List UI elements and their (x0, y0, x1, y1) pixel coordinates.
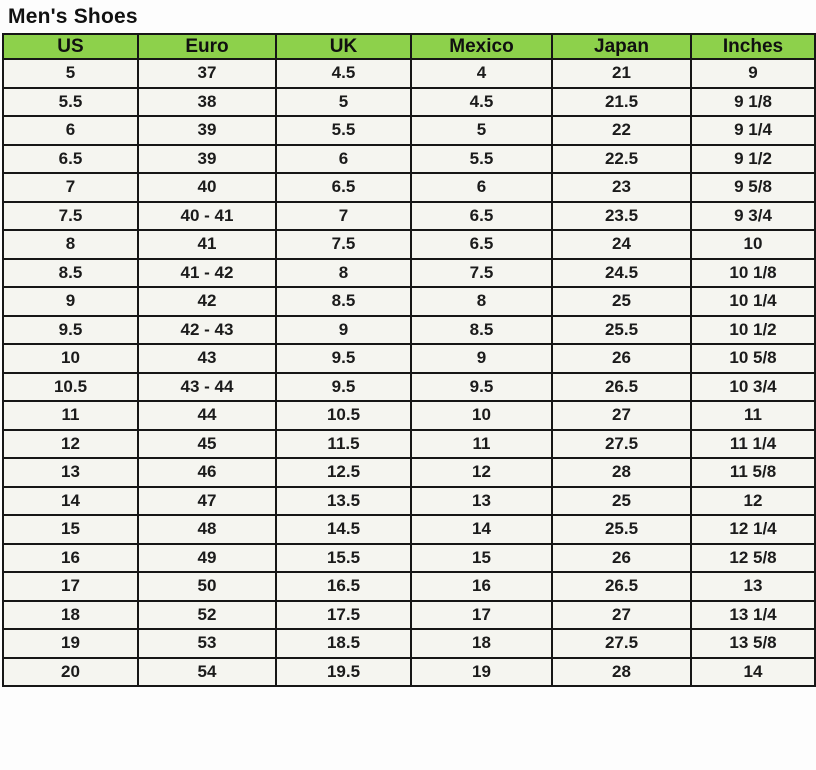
table-cell: 21 (552, 59, 691, 88)
table-cell: 49 (138, 544, 276, 573)
table-cell: 10 5/8 (691, 344, 815, 373)
table-cell: 9 (3, 287, 138, 316)
table-cell: 18 (411, 629, 552, 658)
table-row (3, 259, 815, 288)
column-header-us: US (3, 34, 138, 59)
table-cell: 9 5/8 (691, 173, 815, 202)
table-cell: 14 (691, 658, 815, 687)
table-cell: 26.5 (552, 572, 691, 601)
column-header-uk: UK (276, 34, 411, 59)
table-row (3, 658, 815, 687)
table-cell: 11 5/8 (691, 458, 815, 487)
table-cell: 27 (552, 401, 691, 430)
table-row (3, 145, 815, 174)
table-cell: 11.5 (276, 430, 411, 459)
table-cell: 4.5 (276, 59, 411, 88)
table-cell: 18 (3, 601, 138, 630)
table-cell: 41 - 42 (138, 259, 276, 288)
table-cell: 21.5 (552, 88, 691, 117)
table-cell: 10.5 (276, 401, 411, 430)
table-cell: 15.5 (276, 544, 411, 573)
table-cell: 27 (552, 601, 691, 630)
table-cell: 11 (3, 401, 138, 430)
table-cell: 9 1/8 (691, 88, 815, 117)
table-cell: 12.5 (276, 458, 411, 487)
table-cell: 42 (138, 287, 276, 316)
table-row (3, 430, 815, 459)
table-cell: 7.5 (3, 202, 138, 231)
table-cell: 23 (552, 173, 691, 202)
table-cell: 6 (411, 173, 552, 202)
table-cell: 13 (3, 458, 138, 487)
table-row (3, 458, 815, 487)
table-cell: 28 (552, 658, 691, 687)
table-cell: 40 - 41 (138, 202, 276, 231)
table-cell: 15 (411, 544, 552, 573)
table-cell: 44 (138, 401, 276, 430)
table-cell: 8 (411, 287, 552, 316)
table-cell: 43 - 44 (138, 373, 276, 402)
table-row (3, 515, 815, 544)
table-cell: 18.5 (276, 629, 411, 658)
table-cell: 5.5 (411, 145, 552, 174)
table-cell: 7.5 (276, 230, 411, 259)
column-header-inches: Inches (691, 34, 815, 59)
table-cell: 47 (138, 487, 276, 516)
table-cell: 46 (138, 458, 276, 487)
table-cell: 13 5/8 (691, 629, 815, 658)
table-cell: 37 (138, 59, 276, 88)
table-cell: 9.5 (411, 373, 552, 402)
table-cell: 23.5 (552, 202, 691, 231)
table-cell: 20 (3, 658, 138, 687)
table-cell: 6.5 (411, 230, 552, 259)
table-cell: 13 1/4 (691, 601, 815, 630)
table-header (3, 34, 815, 59)
table-cell: 38 (138, 88, 276, 117)
table-row (3, 629, 815, 658)
table-cell: 9 (691, 59, 815, 88)
table-cell: 22 (552, 116, 691, 145)
table-cell: 24 (552, 230, 691, 259)
column-header-euro: Euro (138, 34, 276, 59)
table-cell: 14.5 (276, 515, 411, 544)
table-cell: 10 1/2 (691, 316, 815, 345)
size-table (2, 33, 816, 687)
table-cell: 5.5 (3, 88, 138, 117)
table-cell: 43 (138, 344, 276, 373)
table-cell: 10 (3, 344, 138, 373)
table-cell: 53 (138, 629, 276, 658)
table-cell: 8.5 (3, 259, 138, 288)
table-cell: 9 1/2 (691, 145, 815, 174)
table-cell: 26 (552, 344, 691, 373)
table-cell: 9.5 (276, 344, 411, 373)
table-cell: 6.5 (3, 145, 138, 174)
table-cell: 6 (276, 145, 411, 174)
table-cell: 9.5 (276, 373, 411, 402)
table-cell: 19 (3, 629, 138, 658)
table-cell: 13 (411, 487, 552, 516)
table-cell: 24.5 (552, 259, 691, 288)
table-cell: 10 1/4 (691, 287, 815, 316)
table-cell: 6.5 (411, 202, 552, 231)
table-cell: 12 (691, 487, 815, 516)
table-cell: 42 - 43 (138, 316, 276, 345)
table-row (3, 59, 815, 88)
table-cell: 26.5 (552, 373, 691, 402)
table-cell: 4.5 (411, 88, 552, 117)
table-cell: 25 (552, 287, 691, 316)
table-cell: 54 (138, 658, 276, 687)
table-cell: 5.5 (276, 116, 411, 145)
table-cell: 39 (138, 145, 276, 174)
table-row (3, 373, 815, 402)
page-title: Men's Shoes (8, 5, 138, 28)
table-cell: 10 1/8 (691, 259, 815, 288)
table-cell: 28 (552, 458, 691, 487)
table-cell: 7 (276, 202, 411, 231)
table-cell: 19.5 (276, 658, 411, 687)
table-cell: 26 (552, 544, 691, 573)
table-cell: 10 (411, 401, 552, 430)
table-cell: 6 (3, 116, 138, 145)
table-row (3, 287, 815, 316)
table-cell: 27.5 (552, 629, 691, 658)
table-cell: 9.5 (3, 316, 138, 345)
table-cell: 13.5 (276, 487, 411, 516)
table-cell: 9 1/4 (691, 116, 815, 145)
table-cell: 16 (3, 544, 138, 573)
table-cell: 50 (138, 572, 276, 601)
table-row (3, 230, 815, 259)
table-cell: 12 1/4 (691, 515, 815, 544)
column-header-mexico: Mexico (411, 34, 552, 59)
table-row (3, 572, 815, 601)
table-cell: 25.5 (552, 316, 691, 345)
table-cell: 14 (3, 487, 138, 516)
table-cell: 25.5 (552, 515, 691, 544)
table-cell: 9 (276, 316, 411, 345)
table-cell: 8.5 (276, 287, 411, 316)
table-row (3, 316, 815, 345)
table-cell: 12 (411, 458, 552, 487)
table-cell: 6.5 (276, 173, 411, 202)
table-cell: 40 (138, 173, 276, 202)
table-row (3, 544, 815, 573)
table-cell: 15 (3, 515, 138, 544)
table-row (3, 344, 815, 373)
table-cell: 8 (3, 230, 138, 259)
table-row (3, 116, 815, 145)
table-cell: 22.5 (552, 145, 691, 174)
table-cell: 7 (3, 173, 138, 202)
table-row (3, 487, 815, 516)
table-cell: 10.5 (3, 373, 138, 402)
table-cell: 48 (138, 515, 276, 544)
table-cell: 4 (411, 59, 552, 88)
column-header-japan: Japan (552, 34, 691, 59)
table-cell: 12 5/8 (691, 544, 815, 573)
table-cell: 7.5 (411, 259, 552, 288)
table-cell: 9 3/4 (691, 202, 815, 231)
table-cell: 9 (411, 344, 552, 373)
table-cell: 10 3/4 (691, 373, 815, 402)
table-cell: 5 (276, 88, 411, 117)
table-cell: 14 (411, 515, 552, 544)
table-cell: 16 (411, 572, 552, 601)
table-cell: 45 (138, 430, 276, 459)
table-cell: 25 (552, 487, 691, 516)
table-row (3, 601, 815, 630)
table-cell: 13 (691, 572, 815, 601)
size-table-body (3, 59, 815, 686)
table-cell: 5 (3, 59, 138, 88)
table-cell: 19 (411, 658, 552, 687)
table-cell: 41 (138, 230, 276, 259)
table-row (3, 88, 815, 117)
table-cell: 11 (411, 430, 552, 459)
table-cell: 12 (3, 430, 138, 459)
table-cell: 17.5 (276, 601, 411, 630)
table-cell: 8.5 (411, 316, 552, 345)
table-cell: 39 (138, 116, 276, 145)
table-cell: 8 (276, 259, 411, 288)
table-cell: 10 (691, 230, 815, 259)
table-row (3, 173, 815, 202)
table-row (3, 202, 815, 231)
table-cell: 16.5 (276, 572, 411, 601)
table-cell: 11 (691, 401, 815, 430)
table-cell: 5 (411, 116, 552, 145)
table-cell: 11 1/4 (691, 430, 815, 459)
table-cell: 17 (3, 572, 138, 601)
header-row (3, 34, 815, 59)
table-cell: 27.5 (552, 430, 691, 459)
table-cell: 52 (138, 601, 276, 630)
table-row (3, 401, 815, 430)
table-cell: 17 (411, 601, 552, 630)
